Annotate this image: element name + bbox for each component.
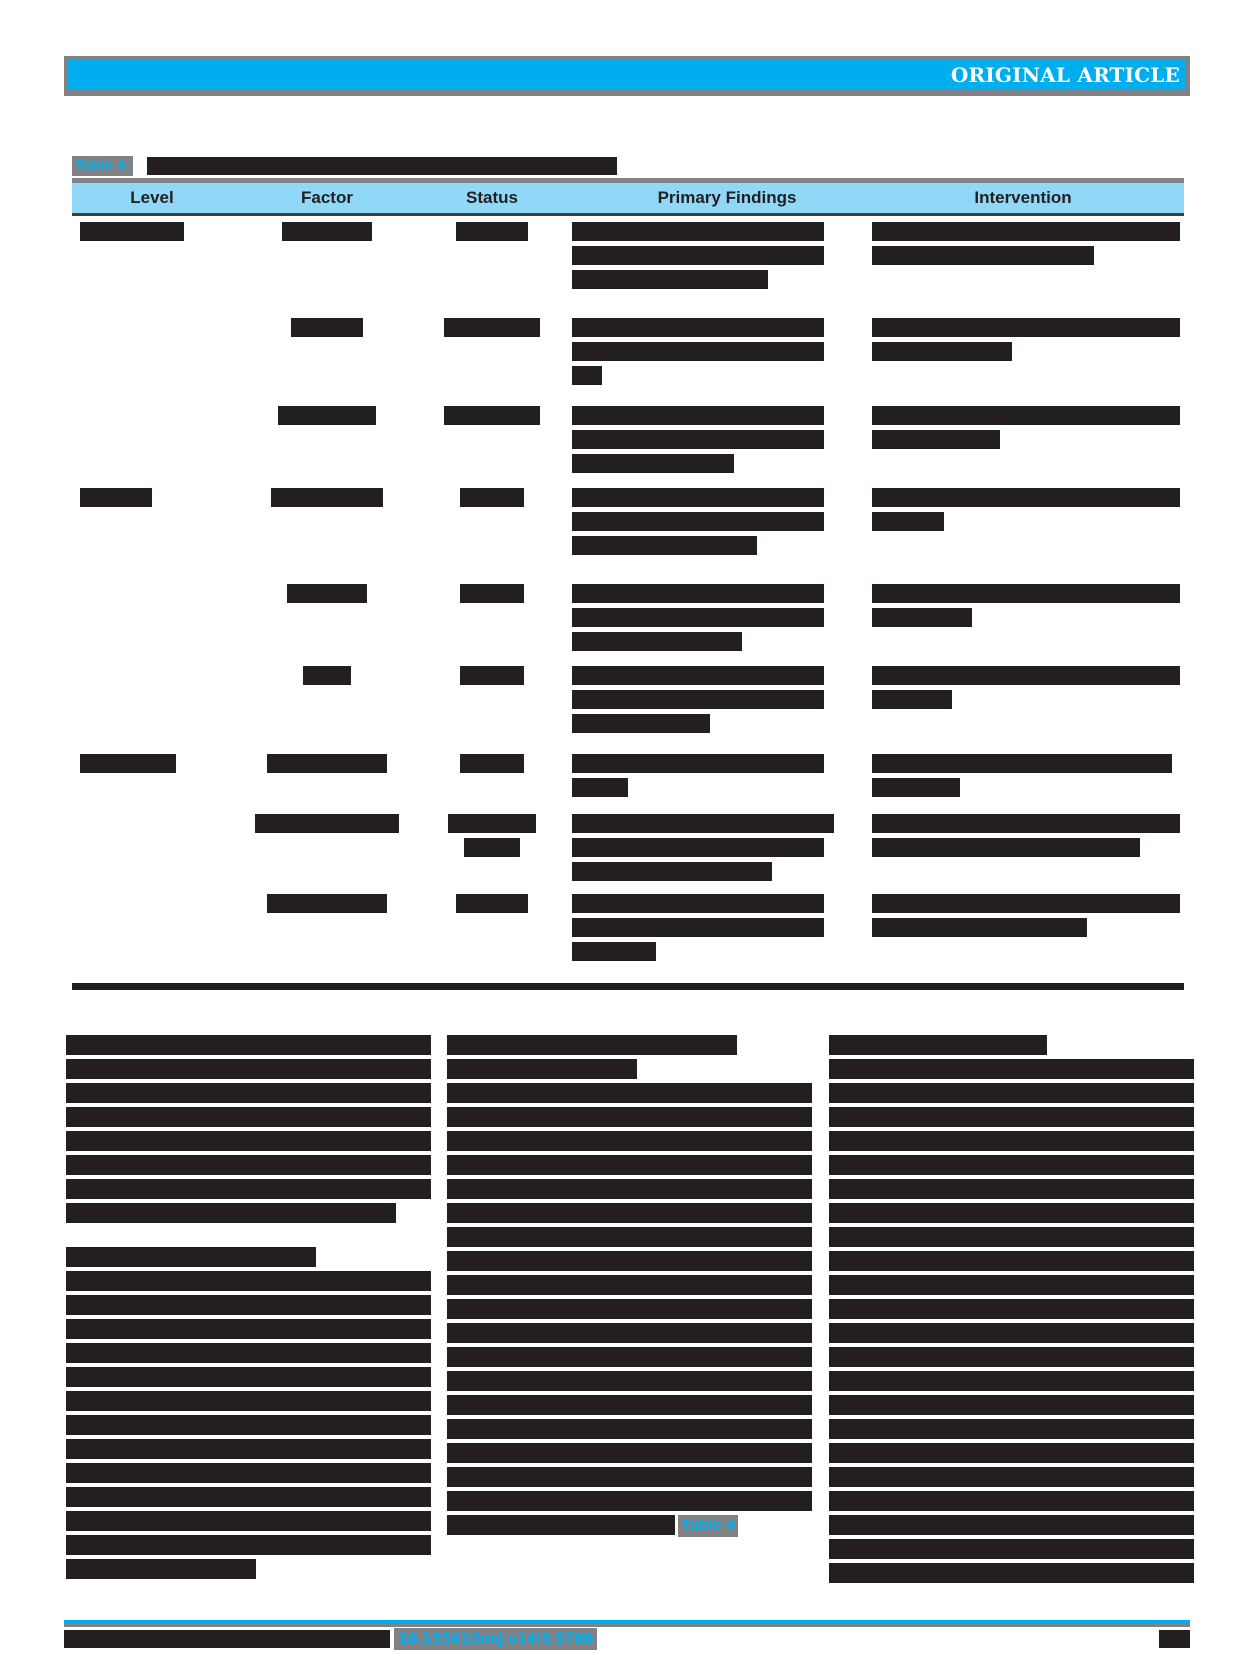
table-row <box>72 578 1184 660</box>
text-column-3 <box>829 1035 1194 1587</box>
journal-citation-redacted <box>64 1630 390 1648</box>
table-header-row <box>72 178 1184 216</box>
factor-redacted <box>282 222 372 241</box>
table-row <box>72 216 1184 312</box>
table-caption <box>72 155 617 177</box>
table-title-redacted <box>147 157 617 175</box>
table-number: Table 4. <box>72 156 133 176</box>
table-4-link[interactable]: Table 4 <box>678 1515 738 1537</box>
table-row <box>72 888 1184 968</box>
section-label: ORIGINAL ARTICLE <box>950 63 1180 87</box>
table-row <box>72 660 1184 748</box>
page-number-redacted <box>1159 1630 1190 1648</box>
article-body <box>66 1035 1192 1590</box>
section-header-band <box>64 56 1190 96</box>
table-row <box>72 748 1184 808</box>
column-header-level: Level <box>130 188 174 207</box>
column-header-status: Status <box>466 188 518 207</box>
table-row <box>72 482 1184 578</box>
table-row <box>72 400 1184 482</box>
column-header-factor: Factor <box>301 188 353 207</box>
data-table <box>72 178 1184 968</box>
text-column-2 <box>447 1035 812 1539</box>
table-row <box>72 808 1184 888</box>
level-redacted <box>80 222 184 241</box>
doi-link[interactable]: 10.15562/bmj.v14i3.5780 <box>394 1628 597 1650</box>
column-header-findings: Primary Findings <box>657 188 797 207</box>
footer-rule <box>64 1620 1190 1627</box>
table-row <box>72 312 1184 400</box>
text-column-1 <box>66 1035 431 1583</box>
status-redacted <box>456 222 528 241</box>
table-bottom-rule <box>72 983 1184 990</box>
column-header-intervention: Intervention <box>974 188 1072 207</box>
